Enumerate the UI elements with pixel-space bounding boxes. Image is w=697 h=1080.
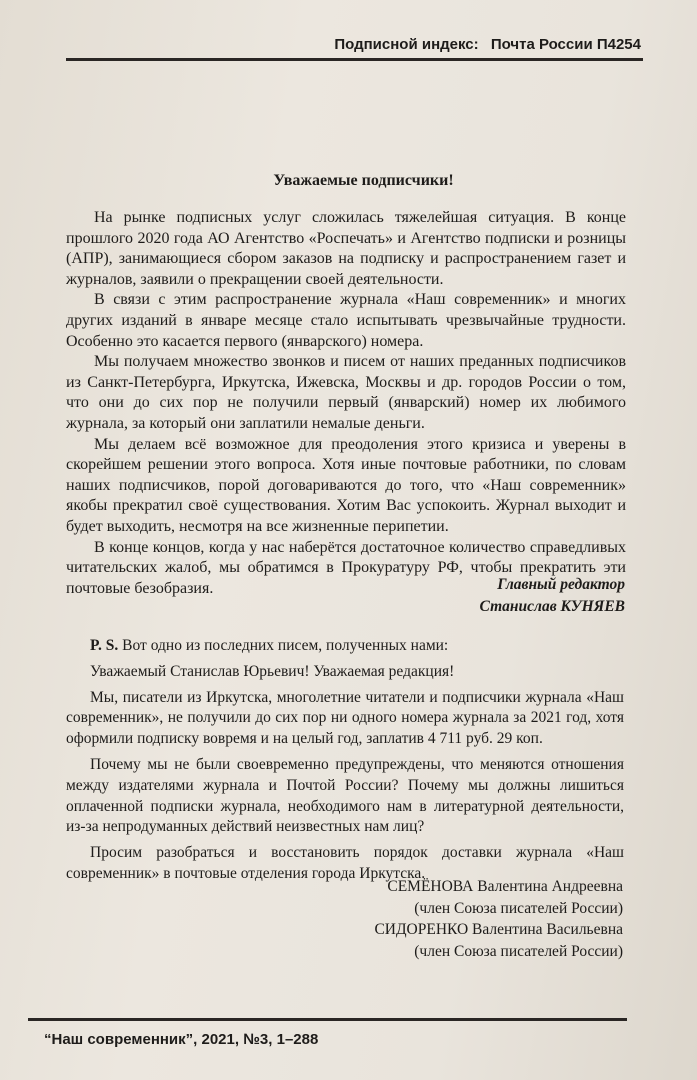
letter-paragraph: Мы делаем всё возможное для преодоления этого кризиса и уверены в скорейшем решении этого вопроса. Хотя иные почтовые работники, по словам наших подписчиков, порой договариваются до того, что «Наш современник» якобы прекратил своё существования. Хотим Вас успокоить. Журнал выходит и будет выходить, несмотря на все жизненные перипетии. <box>66 435 626 535</box>
issue-footer: “Наш современник”, 2021, №3, 1–288 <box>44 1031 319 1048</box>
editor-name: Станислав КУНЯЕВ <box>479 598 625 615</box>
postscript-intro-text: Вот одно из последних писем, полученных нами: <box>122 637 449 654</box>
reader-letter-paragraph: Почему мы не были своевременно предупреждены, что меняются отношения между издателями журнала и Почтой России? Почему мы должны лишиться оплаченной подписки журнала, необходимого нам в литературной деятельности, из-за непродуманных действий неизвестных нам лиц? <box>66 755 624 836</box>
postscript-mark: P. S. <box>90 637 119 654</box>
reader-letter-paragraph: Мы, писатели из Иркутска, многолетние читатели и подписчики журнала «Наш современник», не получили до сих пор ни одного номера журнала за 2021 год, хотя оформили подписку вовремя и на целый год, заплатив 4 711 руб. 29 коп. <box>66 688 624 748</box>
signer-name: СИДОРЕНКО Валентина Васильевна <box>374 921 623 938</box>
reader-letter-greeting: Уважаемый Станислав Юрьевич! Уважаемая редакция! <box>90 662 455 680</box>
editor-signature <box>480 574 625 618</box>
reader-signers <box>374 876 623 962</box>
letter-body <box>66 208 626 599</box>
subscription-index-header <box>334 36 641 53</box>
letter-title: Уважаемые подписчики! <box>273 172 454 189</box>
signer-note: (член Союза писателей России) <box>414 942 623 960</box>
editor-role: Главный редактор <box>497 576 625 593</box>
postscript <box>66 636 624 890</box>
letter-paragraph: Мы получаем множество звонков и писем от наших преданных подписчиков из Санкт-Петербурга, Иркутска, Ижевска, Москвы и др. городов России о том, что они до сих пор не получили первый (январский) номер их любимого журнала, за который они заплатили немалые деньги. <box>66 353 626 432</box>
letter-paragraph: В конце концов, когда у нас наберётся достаточное количество справедливых читательских жалоб, мы обратимся в Прокуратуру РФ, чтобы прекратить эти почтовые безобразия. <box>66 538 626 597</box>
reader-letter-paragraph: Просим разобраться и восстановить порядок доставки журнала «Наш современник» в почтовые отделения города Иркутска. <box>66 844 624 882</box>
signer-note: (член Союза писателей России) <box>414 899 623 917</box>
footer-rule <box>28 1018 627 1021</box>
subscription-index-value: Почта России П4254 <box>490 36 641 53</box>
postscript-intro <box>66 636 624 657</box>
signer-name: СЕМЁНОВА Валентина Андреевна <box>387 878 623 895</box>
letter-paragraph: На рынке подписных услуг сложилась тяжелейшая ситуация. В конце прошлого 2020 года АО Агентство «Роспечать» и Агентство подписки и розницы (АПР), занимающиеся сбором заказов на подписку и распространением газет и журналов, заявили о прекращении своей деятельности. <box>66 209 626 288</box>
letter-paragraph: В связи с этим распространение журнала «Наш современник» и многих других изданий в январе месяце стало испытывать чрезвычайные трудности. Особенно это касается первого (январского) номера. <box>66 291 626 350</box>
subscription-index-label: Подписной индекс: <box>334 36 479 53</box>
header-rule <box>66 58 643 61</box>
